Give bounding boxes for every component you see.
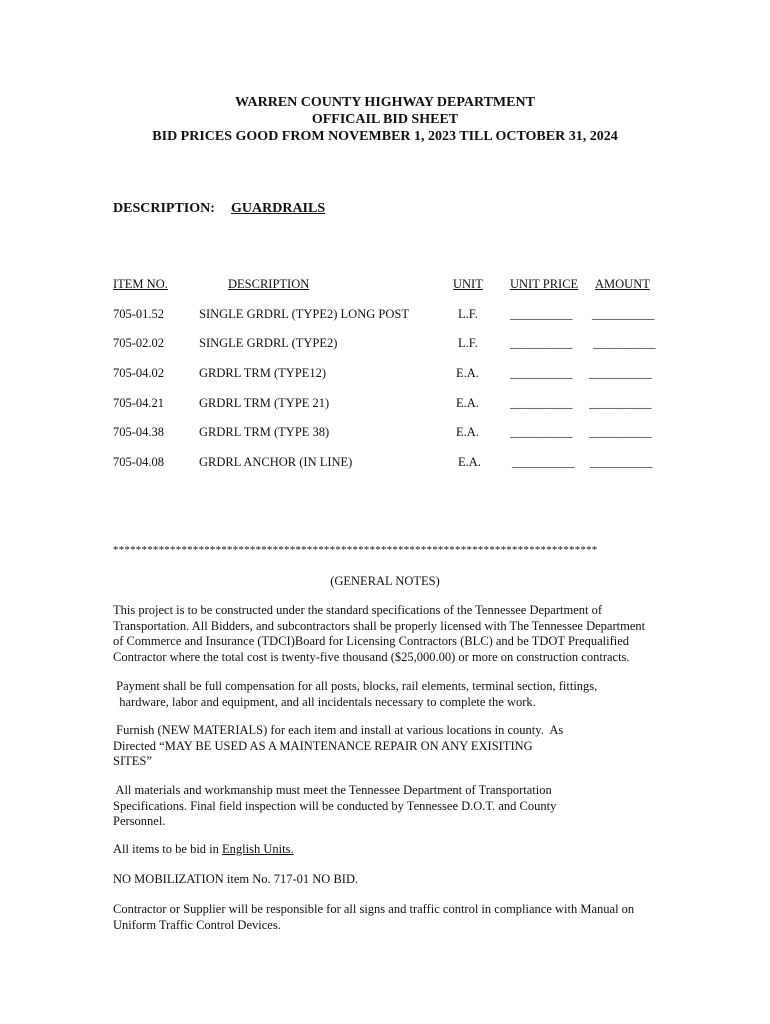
- item-description: SINGLE GRDRL (TYPE2) LONG POST: [199, 307, 409, 321]
- unit-price-blank[interactable]: __________: [510, 425, 573, 439]
- paragraph-line: Directed “MAY BE USED AS A MAINTENANCE REPAIR ON ANY EXISITING: [113, 738, 533, 753]
- sheet-title: OFFICAIL BID SHEET: [311, 112, 459, 127]
- item-description: GRDRL ANCHOR (IN LINE): [199, 455, 353, 469]
- amount-blank[interactable]: __________: [589, 396, 652, 410]
- amount-blank[interactable]: __________: [592, 307, 655, 321]
- amount-blank[interactable]: __________: [590, 455, 653, 469]
- paragraph-line: This project is to be constructed under the standard specifications of the Tennessee Department of: [113, 603, 603, 617]
- paragraph-line: hardware, labor and equipment, and all incidentals necessary to complete the work.: [113, 694, 536, 709]
- unit-price-blank[interactable]: __________: [510, 307, 573, 321]
- notes-paragraph-workmanship: [113, 783, 673, 830]
- paragraph-line: NO MOBILIZATION item No. 717-01 NO BID.: [113, 872, 359, 886]
- item-number: 705-04.08: [113, 455, 165, 469]
- english-units-text: English Units.: [222, 842, 294, 856]
- paragraph-line: Contractor where the total cost is twenty-five thousand ($25,000.00) or more on construction contracts.: [113, 649, 630, 664]
- unit-price-blank[interactable]: __________: [512, 455, 575, 469]
- units-text: All items to be bid in: [113, 842, 223, 856]
- item-description: GRDRL TRM (TYPE12): [199, 366, 327, 380]
- amount-blank[interactable]: __________: [589, 366, 652, 380]
- notes-paragraph-mobilization: [113, 872, 673, 888]
- notes-paragraph-licensing: [113, 603, 673, 665]
- item-description: GRDRL TRM (TYPE 21): [199, 396, 330, 410]
- item-unit: E.A.: [456, 366, 479, 380]
- paragraph-line: Payment shall be full compensation for all posts, blocks, rail elements, terminal section, fittings,: [113, 679, 598, 693]
- notes-paragraph-payment: [113, 679, 673, 710]
- item-unit: L.F.: [458, 336, 478, 350]
- notes-paragraph-traffic-control: [113, 902, 673, 933]
- general-notes-title: (GENERAL NOTES): [330, 574, 440, 588]
- paragraph-line: Uniform Traffic Control Devices.: [113, 917, 281, 932]
- paragraph-line: of Commerce and Insurance (TDCI)Board for Licensing Contractors (BLC) and be TDOT Prequalified: [113, 634, 630, 648]
- item-number: 705-04.38: [113, 425, 165, 439]
- item-description: GRDRL TRM (TYPE 38): [199, 425, 330, 439]
- header-item-no: ITEM NO.: [113, 277, 168, 291]
- description-label: DESCRIPTION:: [113, 201, 215, 216]
- amount-blank[interactable]: __________: [593, 336, 656, 350]
- paragraph-line: Personnel.: [113, 814, 166, 828]
- header-unit: UNIT: [453, 277, 483, 291]
- description-row: [113, 201, 326, 217]
- notes-paragraph-units: [113, 842, 673, 858]
- item-unit: L.F.: [458, 307, 478, 321]
- department-title: WARREN COUNTY HIGHWAY DEPARTMENT: [235, 95, 535, 110]
- item-number: 705-04.21: [113, 396, 165, 410]
- header-description: DESCRIPTION: [228, 277, 310, 291]
- item-description: SINGLE GRDRL (TYPE2): [199, 336, 338, 350]
- item-number: 705-02.02: [113, 336, 165, 350]
- amount-blank[interactable]: __________: [589, 425, 652, 439]
- header-unit-price: UNIT PRICE: [510, 277, 579, 291]
- paragraph-line: Transportation. All Bidders, and subcontractors shall be properly licensed with The Tennessee Department: [113, 618, 646, 633]
- item-number: 705-04.02: [113, 366, 165, 380]
- document-header: [0, 94, 770, 145]
- paragraph-line: Furnish (NEW MATERIALS) for each item and install at various locations in county. As: [113, 723, 564, 737]
- description-value: GUARDRAILS: [231, 201, 326, 216]
- item-unit: E.A.: [456, 396, 479, 410]
- header-amount: AMOUNT: [595, 277, 650, 291]
- paragraph-line: Contractor or Supplier will be responsible for all signs and traffic control in compliance with Manual on: [113, 902, 635, 916]
- paragraph-line: All materials and workmanship must meet the Tennessee Department of Transportation: [113, 783, 552, 797]
- unit-price-blank[interactable]: __________: [510, 396, 573, 410]
- paragraph-line: SITES”: [113, 754, 152, 768]
- item-unit: E.A.: [456, 425, 479, 439]
- section-separator: *************************************************************************************: [113, 544, 598, 556]
- notes-paragraph-materials: [113, 723, 673, 770]
- paragraph-line: Specifications. Final field inspection will be conducted by Tennessee D.O.T. and County: [113, 798, 557, 813]
- item-unit: E.A.: [458, 455, 481, 469]
- unit-price-blank[interactable]: __________: [510, 366, 573, 380]
- item-number: 705-01.52: [113, 307, 165, 321]
- bid-validity-title: BID PRICES GOOD FROM NOVEMBER 1, 2023 TILL OCTOBER 31, 2024: [152, 129, 618, 144]
- unit-price-blank[interactable]: __________: [510, 336, 573, 350]
